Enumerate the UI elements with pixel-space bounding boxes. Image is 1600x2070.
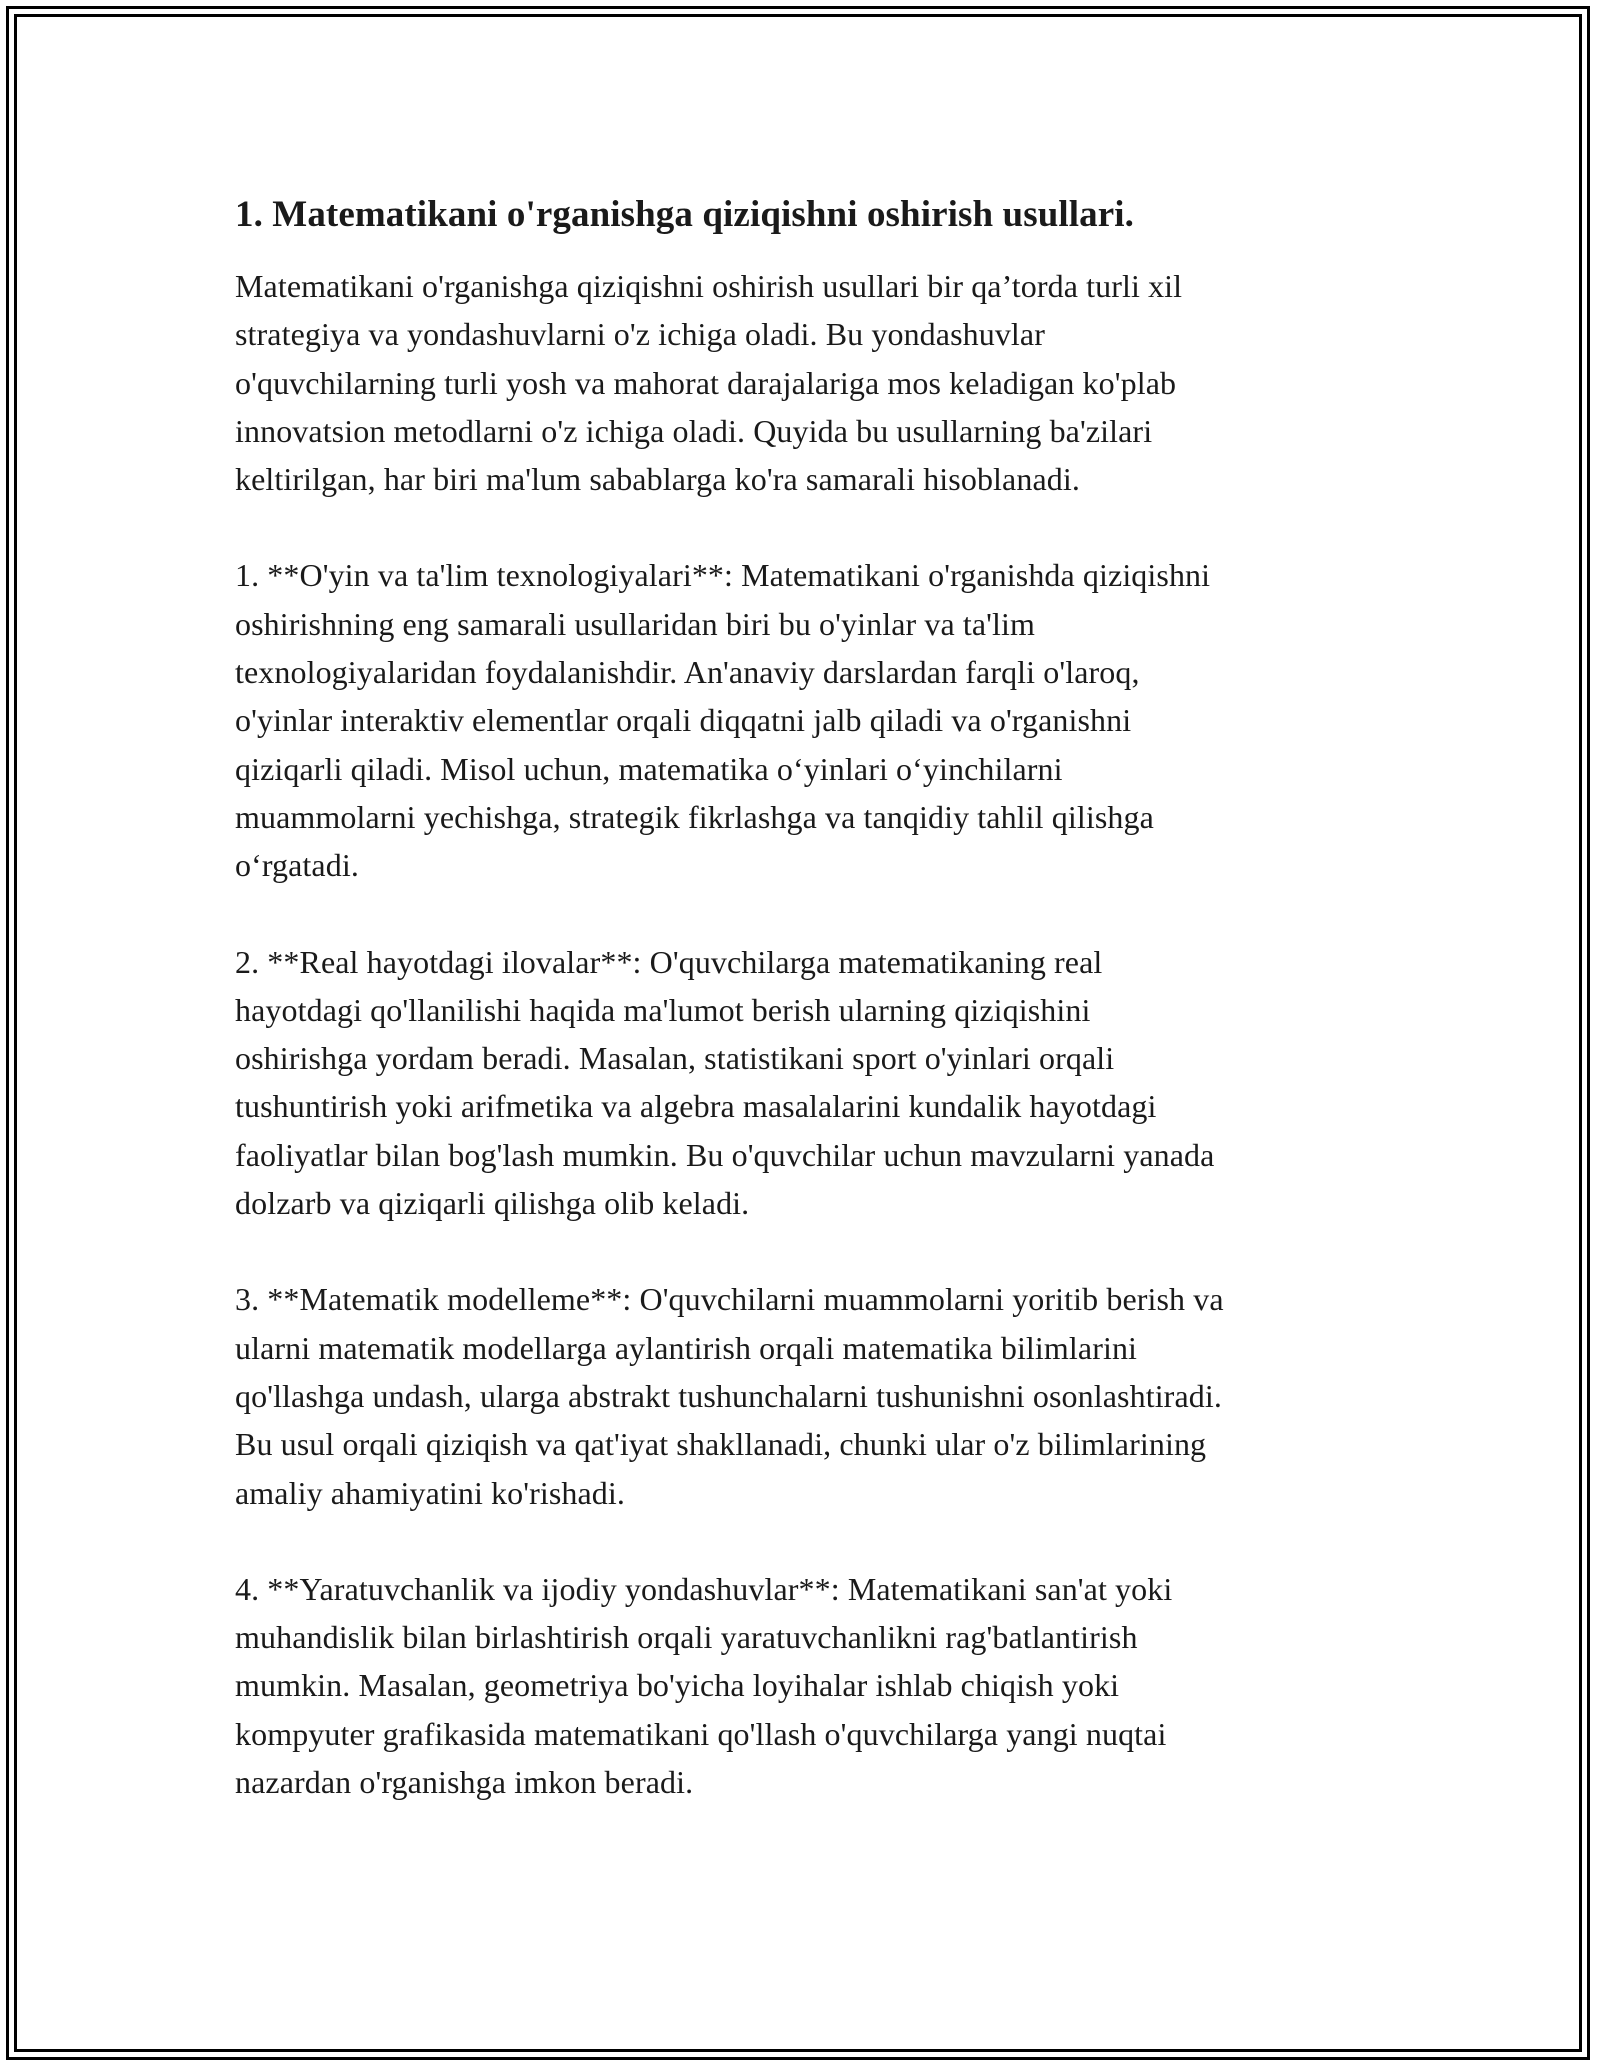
paragraph [235, 1565, 1385, 1806]
paragraph-list [235, 262, 1385, 1806]
paragraph-line: kompyuter grafikasida matematikani qo'llash o'quvchilarga yangi nuqtai [235, 1715, 1167, 1752]
paragraph-line: muammolarni yechishga, strategik fikrlashga va tanqidiy tahlil qilishga [235, 798, 1154, 835]
paragraph-line: innovatsion metodlarni o'z ichiga oladi. Quyida bu usullarning ba'zilari [235, 412, 1153, 449]
paragraph [235, 551, 1385, 889]
paragraph-line: o‘rgatadi. [235, 847, 359, 884]
paragraph-line: faoliyatlar bilan bog'lash mumkin. Bu o'quvchilar uchun mavzularni yanada [235, 1136, 1215, 1173]
document-title: 1. Matematikani o'rganishga qiziqishni oshirish usullari. [235, 194, 1135, 235]
paragraph-line: strategiya va yondashuvlarni o'z ichiga oladi. Bu yondashuvlar [235, 316, 1045, 353]
paragraph-line: 4. **Yaratuvchanlik va ijodiy yondashuvlar**: Matematikani san'at yoki [235, 1570, 1173, 1607]
paragraph-line: dolzarb va qiziqarli qilishga olib keladi. [235, 1185, 750, 1222]
paragraph-line: mumkin. Masalan, geometriya bo'yicha loyihalar ishlab chiqish yoki [235, 1667, 1120, 1704]
paragraph-line: hayotdagi qo'llanilishi haqida ma'lumot berish ularning qiziqishini [235, 991, 1091, 1028]
paragraph-line: muhandislik bilan birlashtirish orqali yaratuvchanlikni rag'batlantirish [235, 1619, 1138, 1656]
paragraph-line: 2. **Real hayotdagi ilovalar**: O'quvchilarga matematikaning real [235, 943, 1103, 980]
paragraph [235, 262, 1385, 503]
document-body [235, 190, 1385, 1854]
paragraph-line: oshirishning eng samarali usullaridan biri bu o'yinlar va ta'lim [235, 605, 1035, 642]
paragraph [235, 1275, 1385, 1516]
paragraph-line: qo'llashga undash, ularga abstrakt tushunchalarni tushunishni osonlashtiradi. [235, 1377, 1222, 1414]
paragraph-line: amaliy ahamiyatini ko'rishadi. [235, 1474, 625, 1511]
paragraph-line: qiziqarli qiladi. Misol uchun, matematika o‘yinlari o‘yinchilarni [235, 750, 1063, 787]
paragraph [235, 938, 1385, 1228]
paragraph-line: 1. **O'yin va ta'lim texnologiyalari**: Matematikani o'rganishda qiziqishni [235, 557, 1211, 594]
paragraph-line: Matematikani o'rganishga qiziqishni oshirish usullari bir qa’torda turli xil [235, 268, 1183, 304]
paragraph-line: o'quvchilarning turli yosh va mahorat darajalariga mos keladigan ko'plab [235, 364, 1177, 401]
paragraph-line: oshirishga yordam beradi. Masalan, statistikani sport o'yinlari orqali [235, 1040, 1115, 1077]
paragraph-line: tushuntirish yoki arifmetika va algebra masalalarini kundalik hayotdagi [235, 1088, 1157, 1125]
paragraph-line: ularni matematik modellarga aylantirish orqali matematika bilimlarini [235, 1329, 1138, 1366]
paragraph-line: o'yinlar interaktiv elementlar orqali diqqatni jalb qiladi va o'rganishni [235, 702, 1132, 739]
paragraph-line: 3. **Matematik modelleme**: O'quvchilarni muammolarni yoritib berish va [235, 1281, 1224, 1318]
paragraph-line: nazardan o'rganishga imkon beradi. [235, 1764, 694, 1801]
paragraph-line: Bu usul orqali qiziqish va qat'iyat shakllanadi, chunki ular o'z bilimlarining [235, 1426, 1207, 1463]
paragraph-line: keltirilgan, har biri ma'lum sabablarga ko'ra samarali hisoblanadi. [235, 461, 1080, 498]
paragraph-line: texnologiyalaridan foydalanishdir. An'anaviy darslardan farqli o'laroq, [235, 654, 1140, 691]
